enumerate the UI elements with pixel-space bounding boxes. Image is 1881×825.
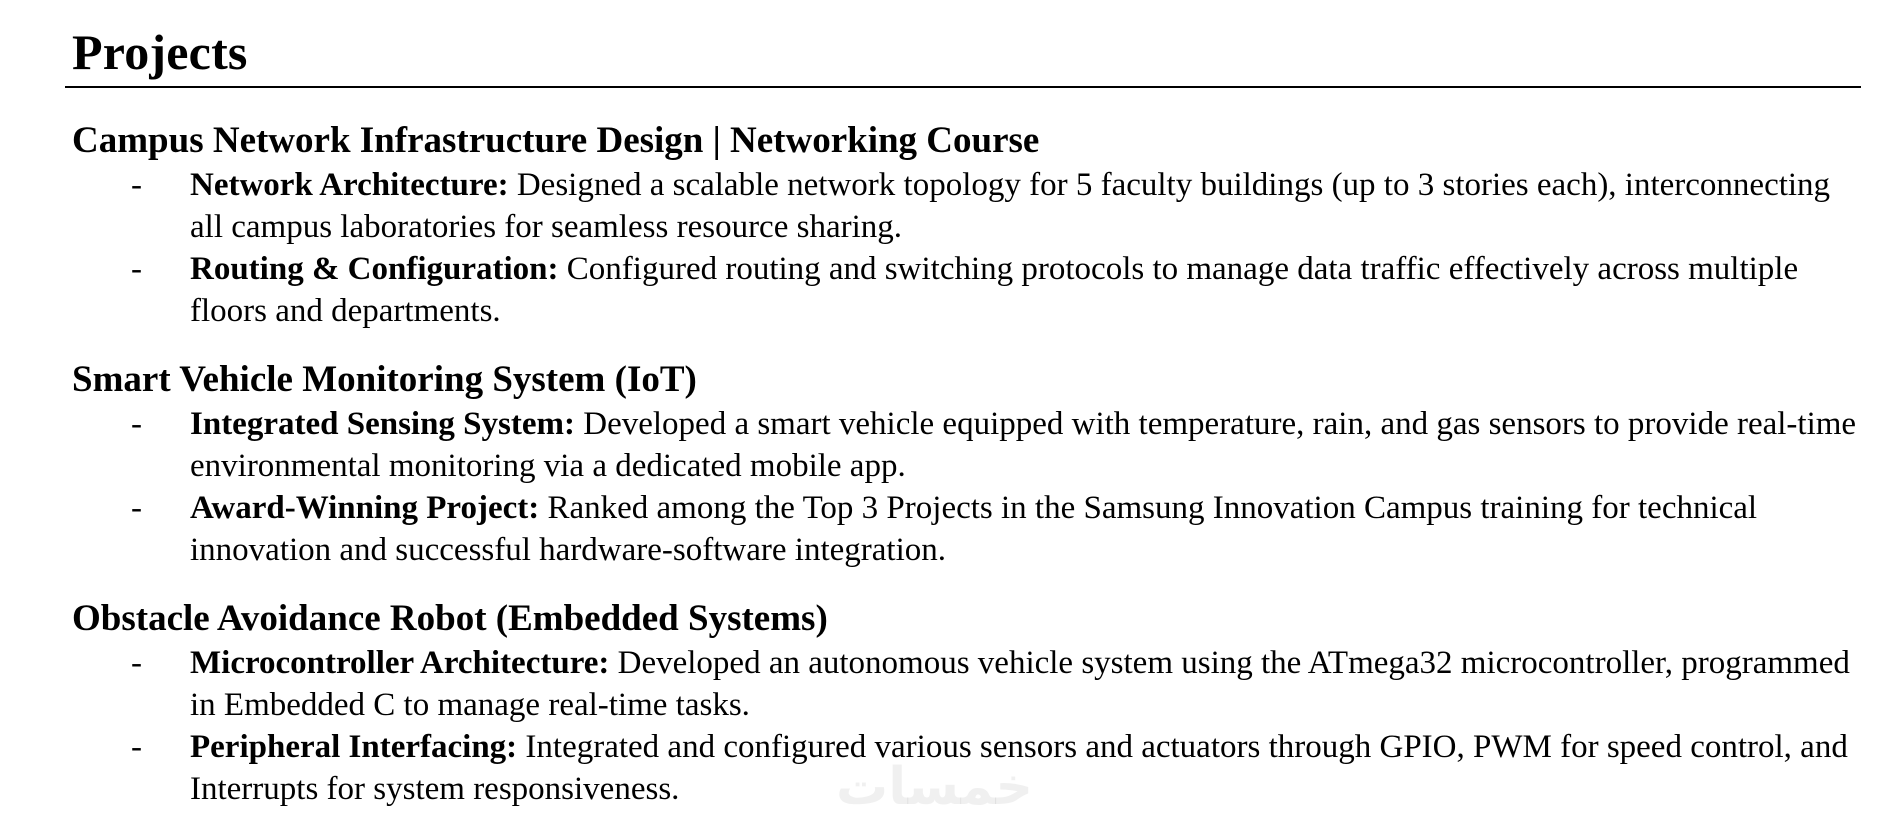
- bullet-label: Network Architecture:: [190, 167, 509, 203]
- project-smart-vehicle: [72, 357, 1862, 571]
- bullet-label: Integrated Sensing System:: [190, 406, 575, 442]
- bullet-label: Peripheral Interfacing:: [190, 729, 518, 765]
- bullet-description: Configured routing and switching protocols to manage data traffic effectively across multiple floors and departments.: [190, 251, 1799, 329]
- bullet-item: [72, 248, 1862, 332]
- bullet-text: [190, 490, 1757, 568]
- bullet-dash: -: [131, 490, 142, 526]
- bullet-label: Microcontroller Architecture:: [190, 645, 610, 681]
- project-title: Campus Network Infrastructure Design | Networking Course: [72, 120, 1040, 161]
- bullet-description: Integrated and configured various sensors and actuators through GPIO, PWM for speed control, and Interrupts for system responsiveness.: [190, 729, 1848, 807]
- bullet-label: Routing & Configuration:: [190, 251, 559, 287]
- section-title: Projects: [72, 24, 248, 80]
- project-title: Smart Vehicle Monitoring System (IoT): [72, 359, 697, 400]
- bullet-text: [190, 645, 1850, 723]
- section-divider: [65, 86, 1861, 88]
- bullet-dash: -: [131, 729, 142, 765]
- bullet-label: Award-Winning Project:: [190, 490, 540, 526]
- bullet-dash: -: [131, 251, 142, 287]
- bullet-description: Designed a scalable network topology for 5 faculty buildings (up to 3 stories each), interconnecting all campus laboratories for seamless resource sharing.: [190, 167, 1831, 245]
- bullet-text: [190, 251, 1798, 329]
- bullet-description: Ranked among the Top 3 Projects in the Samsung Innovation Campus training for technical innovation and successful hardware-software integration.: [190, 490, 1758, 568]
- project-bullets: [72, 164, 1862, 332]
- bullet-item: [72, 164, 1862, 248]
- bullet-text: [190, 167, 1830, 245]
- bullet-item: [72, 487, 1862, 571]
- bullet-item: [72, 403, 1862, 487]
- project-campus-network: [72, 118, 1862, 332]
- bullet-text: [190, 406, 1856, 484]
- watermark-logo: خمسات: [836, 757, 1034, 817]
- bullet-dash: -: [131, 406, 142, 442]
- bullet-description: Developed an autonomous vehicle system using the ATmega32 microcontroller, programmed in Embedded C to manage real-time tasks.: [190, 645, 1850, 723]
- project-bullets: [72, 403, 1862, 571]
- bullet-dash: -: [131, 645, 142, 681]
- project-title: Obstacle Avoidance Robot (Embedded Systems): [72, 598, 828, 639]
- bullet-description: Developed a smart vehicle equipped with temperature, rain, and gas sensors to provide real-time environmental monitoring via a dedicated mobile app.: [190, 406, 1857, 484]
- bullet-item: [72, 642, 1862, 726]
- bullet-dash: -: [131, 167, 142, 203]
